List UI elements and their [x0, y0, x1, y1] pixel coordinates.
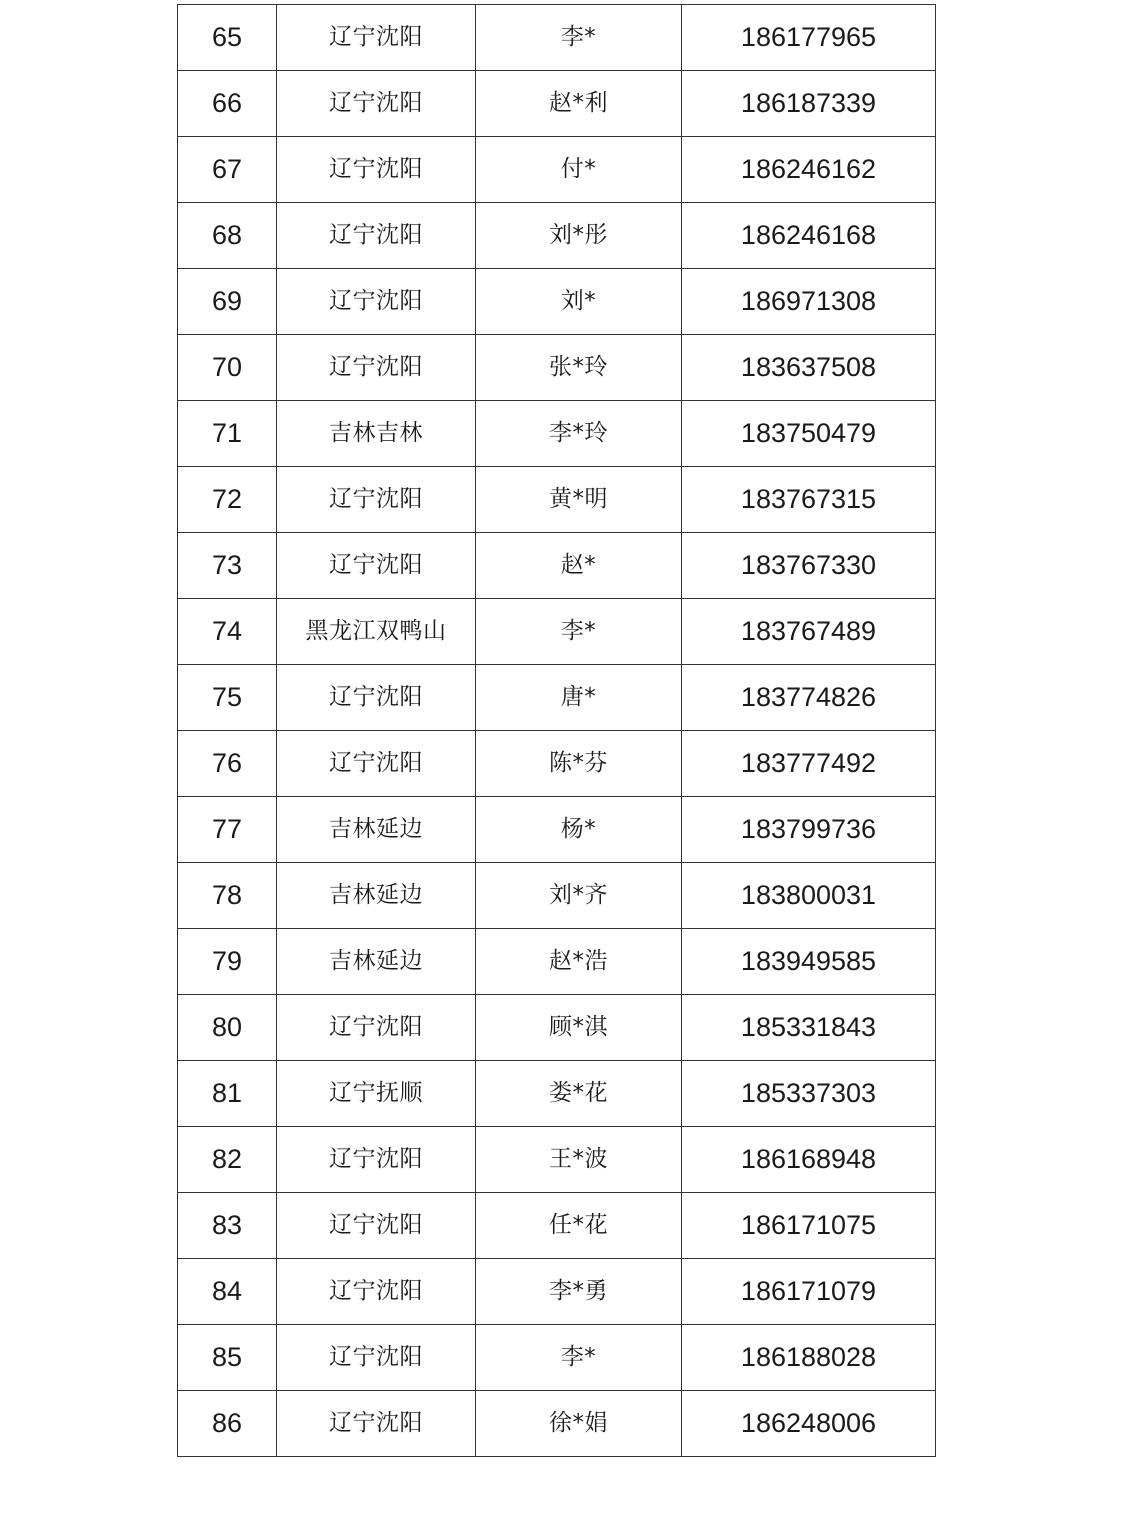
phone-cell: 183637508 [682, 335, 936, 401]
row-number-cell: 68 [178, 203, 277, 269]
table-row [178, 1391, 936, 1457]
table-row [178, 137, 936, 203]
name-cell: 李* [476, 1325, 682, 1391]
table-row [178, 335, 936, 401]
region-cell: 辽宁沈阳 [277, 335, 476, 401]
name-cell: 赵*利 [476, 71, 682, 137]
phone-cell: 186171075 [682, 1193, 936, 1259]
region-cell: 辽宁沈阳 [277, 1193, 476, 1259]
row-number-cell: 77 [178, 797, 277, 863]
phone-cell: 186177965 [682, 5, 936, 71]
name-cell: 赵*浩 [476, 929, 682, 995]
row-number-cell: 76 [178, 731, 277, 797]
table-row [178, 269, 936, 335]
name-cell: 刘*齐 [476, 863, 682, 929]
name-cell: 赵* [476, 533, 682, 599]
region-cell: 吉林延边 [277, 863, 476, 929]
name-cell: 陈*芬 [476, 731, 682, 797]
name-cell: 任*花 [476, 1193, 682, 1259]
name-cell: 娄*花 [476, 1061, 682, 1127]
row-number-cell: 78 [178, 863, 277, 929]
table-row [178, 1193, 936, 1259]
row-number-cell: 66 [178, 71, 277, 137]
phone-cell: 186971308 [682, 269, 936, 335]
name-cell: 李* [476, 599, 682, 665]
row-number-cell: 75 [178, 665, 277, 731]
row-number-cell: 82 [178, 1127, 277, 1193]
phone-cell: 185337303 [682, 1061, 936, 1127]
name-cell: 付* [476, 137, 682, 203]
phone-cell: 186246168 [682, 203, 936, 269]
phone-cell: 183777492 [682, 731, 936, 797]
table-row [178, 71, 936, 137]
table-row [178, 533, 936, 599]
row-number-cell: 83 [178, 1193, 277, 1259]
name-cell: 顾*淇 [476, 995, 682, 1061]
phone-cell: 183774826 [682, 665, 936, 731]
winners-table [177, 4, 936, 1457]
row-number-cell: 73 [178, 533, 277, 599]
winners-table-container [177, 4, 935, 1457]
table-row [178, 1061, 936, 1127]
name-cell: 唐* [476, 665, 682, 731]
phone-cell: 183799736 [682, 797, 936, 863]
phone-cell: 186171079 [682, 1259, 936, 1325]
phone-cell: 183767489 [682, 599, 936, 665]
region-cell: 辽宁沈阳 [277, 269, 476, 335]
table-row [178, 863, 936, 929]
region-cell: 辽宁沈阳 [277, 467, 476, 533]
table-row [178, 731, 936, 797]
table-row [178, 1127, 936, 1193]
region-cell: 辽宁沈阳 [277, 71, 476, 137]
region-cell: 辽宁沈阳 [277, 533, 476, 599]
region-cell: 黑龙江双鸭山 [277, 599, 476, 665]
table-row [178, 1325, 936, 1391]
row-number-cell: 71 [178, 401, 277, 467]
table-row [178, 995, 936, 1061]
region-cell: 辽宁抚顺 [277, 1061, 476, 1127]
phone-cell: 186187339 [682, 71, 936, 137]
table-row [178, 1259, 936, 1325]
row-number-cell: 85 [178, 1325, 277, 1391]
row-number-cell: 65 [178, 5, 277, 71]
name-cell: 徐*娟 [476, 1391, 682, 1457]
name-cell: 李* [476, 5, 682, 71]
phone-cell: 186248006 [682, 1391, 936, 1457]
region-cell: 吉林延边 [277, 929, 476, 995]
row-number-cell: 81 [178, 1061, 277, 1127]
row-number-cell: 84 [178, 1259, 277, 1325]
phone-cell: 183750479 [682, 401, 936, 467]
table-row [178, 797, 936, 863]
region-cell: 辽宁沈阳 [277, 731, 476, 797]
row-number-cell: 67 [178, 137, 277, 203]
table-row [178, 401, 936, 467]
table-row [178, 599, 936, 665]
name-cell: 李*玲 [476, 401, 682, 467]
row-number-cell: 70 [178, 335, 277, 401]
phone-cell: 183949585 [682, 929, 936, 995]
row-number-cell: 74 [178, 599, 277, 665]
name-cell: 黄*明 [476, 467, 682, 533]
region-cell: 辽宁沈阳 [277, 1325, 476, 1391]
row-number-cell: 80 [178, 995, 277, 1061]
table-row [178, 929, 936, 995]
table-row [178, 5, 936, 71]
row-number-cell: 86 [178, 1391, 277, 1457]
region-cell: 辽宁沈阳 [277, 1391, 476, 1457]
region-cell: 吉林吉林 [277, 401, 476, 467]
name-cell: 张*玲 [476, 335, 682, 401]
phone-cell: 183767330 [682, 533, 936, 599]
phone-cell: 183800031 [682, 863, 936, 929]
region-cell: 吉林延边 [277, 797, 476, 863]
region-cell: 辽宁沈阳 [277, 1259, 476, 1325]
table-row [178, 665, 936, 731]
region-cell: 辽宁沈阳 [277, 665, 476, 731]
phone-cell: 185331843 [682, 995, 936, 1061]
region-cell: 辽宁沈阳 [277, 995, 476, 1061]
row-number-cell: 79 [178, 929, 277, 995]
phone-cell: 186188028 [682, 1325, 936, 1391]
phone-cell: 186246162 [682, 137, 936, 203]
region-cell: 辽宁沈阳 [277, 137, 476, 203]
phone-cell: 186168948 [682, 1127, 936, 1193]
row-number-cell: 72 [178, 467, 277, 533]
name-cell: 李*勇 [476, 1259, 682, 1325]
phone-cell: 183767315 [682, 467, 936, 533]
name-cell: 王*波 [476, 1127, 682, 1193]
name-cell: 刘*彤 [476, 203, 682, 269]
region-cell: 辽宁沈阳 [277, 1127, 476, 1193]
row-number-cell: 69 [178, 269, 277, 335]
region-cell: 辽宁沈阳 [277, 5, 476, 71]
name-cell: 刘* [476, 269, 682, 335]
name-cell: 杨* [476, 797, 682, 863]
table-row [178, 467, 936, 533]
table-row [178, 203, 936, 269]
region-cell: 辽宁沈阳 [277, 203, 476, 269]
table-body [178, 5, 936, 1457]
